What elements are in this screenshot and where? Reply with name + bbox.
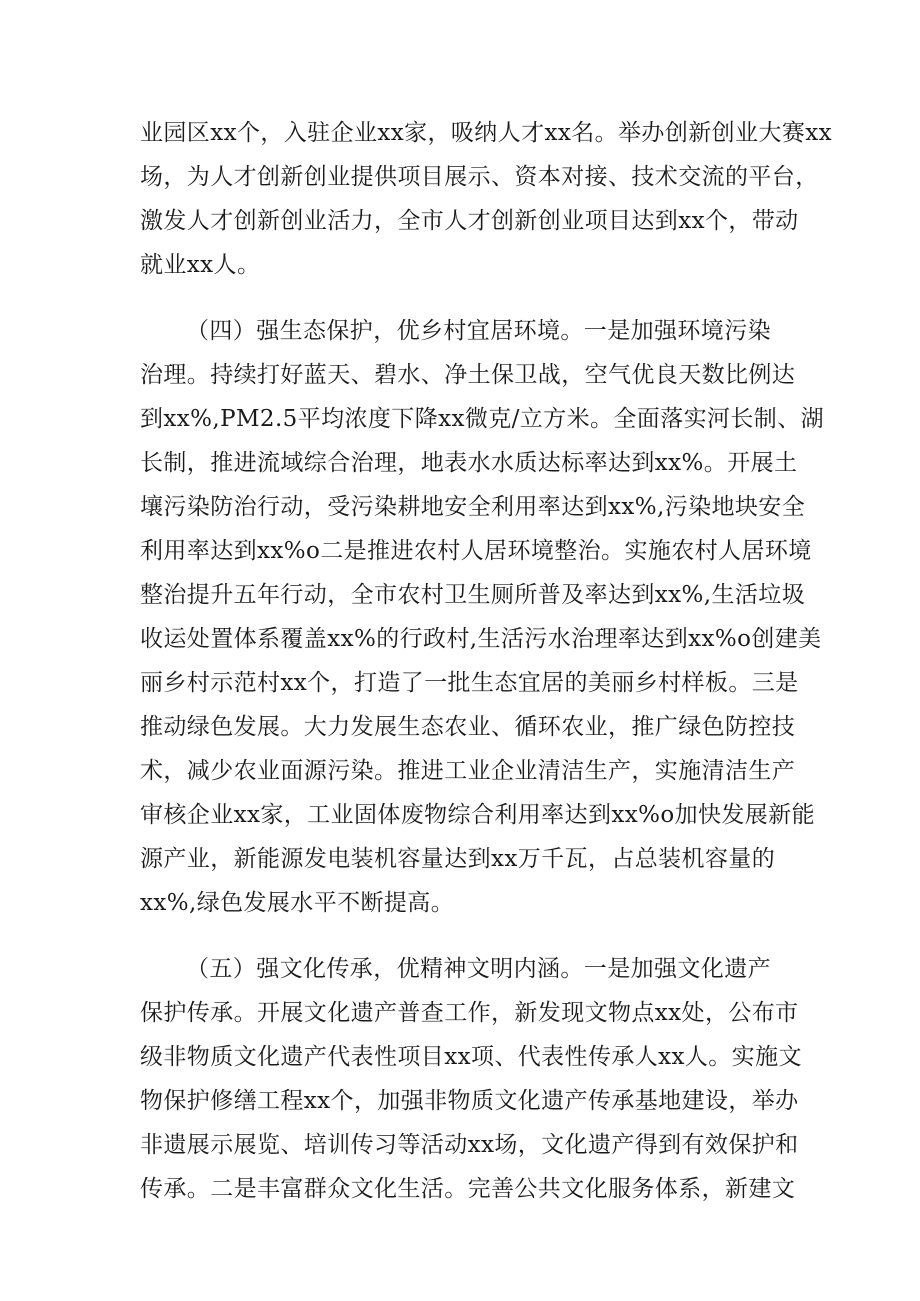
paragraph-1-line-4: 就业xx人。 xyxy=(140,252,261,278)
paragraph-2-line-8: 收运处置体系覆盖xx%的行政村,生活污水治理率达到xx%o创建美 xyxy=(140,626,822,652)
paragraph-2-line-1: （四）强生态保护，优乡村宜居环境。一是加强环境污染 xyxy=(186,318,771,344)
paragraph-2-line-2: 治理。持续打好蓝天、碧水、净土保卫战，空气优良天数比例达 xyxy=(140,362,796,388)
paragraph-2-line-13: 源产业，新能源发电装机容量达到xx万千瓦，占总装机容量的 xyxy=(140,846,776,872)
paragraph-2-line-7: 整治提升五年行动，全市农村卫生厕所普及率达到xx%,生活垃圾 xyxy=(140,582,806,608)
paragraph-2-line-4: 长制，推进流域综合治理，地表水水质达标率达到xx%。开展土 xyxy=(140,450,798,476)
paragraph-2-line-11: 术，减少农业面源污染。推进工业企业清洁生产，实施清洁生产 xyxy=(140,758,796,784)
paragraph-1-line-3: 激发人才创新创业活力，全市人才创新创业项目达到xx个，带动 xyxy=(140,208,799,234)
paragraph-2-line-6: 利用率达到xx%o二是推进农村人居环境整治。实施农村人居环境 xyxy=(140,538,812,564)
paragraph-3-line-2: 保护传承。开展文化遗产普查工作，新发现文物点xx处，公布市 xyxy=(140,1000,799,1026)
paragraph-spacer xyxy=(140,925,788,947)
paragraph-3-line-5: 非遗展示展览、培训传习等活动xx场，文化遗产得到有效保护和 xyxy=(140,1132,799,1158)
paragraph-2-line-3: 到xx%,PM2.5平均浓度下降xx微克/立方米。全面落实河长制、湖 xyxy=(140,406,825,432)
document-body xyxy=(140,111,832,1211)
paragraph-2-line-10: 推动绿色发展。大力发展生态农业、循环农业，推广绿色防控技 xyxy=(140,714,796,740)
paragraph-2-line-5: 壤污染防治行动，受污染耕地安全利用率达到xx%,污染地块安全 xyxy=(140,494,806,520)
paragraph-3-line-4: 物保护修缮工程xx个，加强非物质文化遗产传承基地建设，举办 xyxy=(140,1088,799,1114)
paragraph-1-line-1: 业园区xx个，入驻企业xx家，吸纳人才xx名。举办创新创业大赛xx xyxy=(140,120,832,146)
paragraph-1-line-2: 场，为人才创新创业提供项目展示、资本对接、技术交流的平台， xyxy=(140,164,819,190)
paragraph-3-line-6: 传承。二是丰富群众文化生活。完善公共文化服务体系，新建文 xyxy=(140,1176,796,1202)
paragraph-2-line-9: 丽乡村示范村xx个，打造了一批生态宜居的美丽乡村样板。三是 xyxy=(140,670,799,696)
paragraph-3-line-1: （五）强文化传承，优精神文明内涵。一是加强文化遗产 xyxy=(186,956,771,982)
paragraph-2-line-14: xx%,绿色发展水平不断提高。 xyxy=(140,890,455,916)
paragraph-3-line-3: 级非物质文化遗产代表性项目xx项、代表性传承人xx人。实施文 xyxy=(140,1044,802,1070)
paragraph-2-line-12: 审核企业xx家，工业固体废物综合利用率达到xx%o加快发展新能 xyxy=(140,802,815,828)
paragraph-spacer xyxy=(140,287,788,309)
